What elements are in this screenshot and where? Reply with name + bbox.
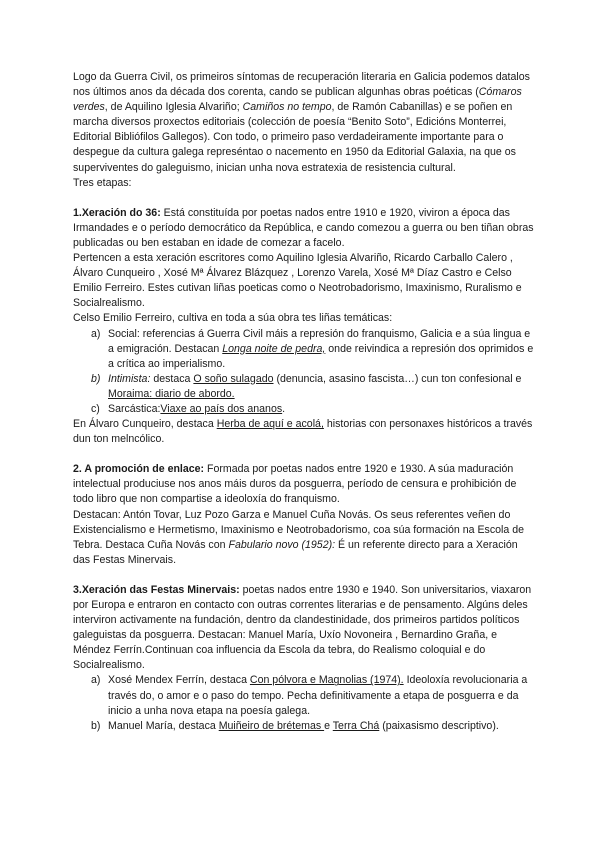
section-1-authors: Pertencen a esta xeración escritores como Aquilino Iglesia Alvariño, Ricardo Carballo Calero , Álvaro Cunqueiro , Xosé Mª Álvarez Blázquez , Lorenzo Varela, Xosé Mª Díaz Castro e Celso Emilio Ferreiro. Estes cutivan liñas poeticas como o Neotrobadorismo, Imaxinismo, Ruralismo e Socialrealismo. (73, 252, 522, 310)
work-title: Longa noite de pedra, (222, 342, 326, 355)
list-item: b) Manuel María, destaca Muiñeiro de brétemas e Terra Chá (paixasismo descriptivo). (73, 719, 535, 734)
list-item: a) Xosé Mendex Ferrín, destaca Con pólvora e Magnolias (1974). Ideoloxía revolucionaria a través do, o amor e o paso do tempo. Pecha definitivamente a etapa de posguerra e da inicio a unha nova etapa na poesía galega. (91, 674, 528, 717)
work-title: O soño sulagado (193, 372, 274, 385)
cunqueiro-paragraph: En Álvaro Cunqueiro, destaca Herba de aquí e acolá, historias con personaxes históricos a través dun ton melncólico. (73, 418, 533, 446)
work-title: Cómaros verdes (73, 86, 522, 114)
list-marker: a) (91, 327, 101, 340)
section-3-paragraph: 3.Xeración das Festas Minervais: poetas nados entre 1930 e 1940. Son universitarios, viaxaron por Europa e entraron en contacto con outras correntes literarias e de pensamento. Algúns deles interviron activamente na fundación, dentro da clandestinidade, dos primeiros partidos políticos galeguistas da posguerra. Destacan: Manuel María, Uxío Novoneira , Bernardino Graña, e Méndez Ferrín.Continuan coa influencia da Escola da tebra, do Realismo coloquial e do Socialrealismo. (73, 583, 532, 672)
section-3-heading: 3.Xeración das Festas Minervais: (73, 583, 240, 596)
section-2-authors: Destacan: Antón Tovar, Luz Pozo Garza e Manuel Cuña Novás. Os seus referentes veñen do Existencialismo e Hermetismo, Imaxinismo e Neotrobadorismo, coa súa formación na Escola de Tebra. Destaca Cuña Novás con Fabulario novo (1952): É un referente directo para a Xeración das Festas Minervais. (73, 508, 525, 566)
list-item: c) Sarcástica:Viaxe ao país dos ananos. (73, 402, 535, 417)
list-marker: b) (91, 372, 101, 385)
section-1-paragraph: 1.Xeración do 36: Está constituída por poetas nados entre 1910 e 1920, viviron a época das Irmandades e o período democrático da República, e cando comezou a guerra ou ben tiñan obras publicadas ou ben estaban en idade de comezar a facelo. (73, 206, 534, 249)
list-marker: b) (91, 719, 101, 732)
section-1-heading: 1.Xeración do 36: (73, 206, 161, 219)
work-title: Moraima: diario de abordo. (108, 387, 235, 400)
stages-label: Tres etapas: (73, 176, 132, 189)
work-title: Fabulario novo (1952): (228, 538, 339, 551)
list-item: a) Social: referencias á Guerra Civil máis a represión do franquismo, Galicia e a súa lingua e a emigración. Destacan Longa noite de pedra, onde reivindica a represión dos oprimidos e a crítica ao imperialismo. (91, 327, 534, 370)
list-item: b) Intimista: destaca O soño sulagado (denuncia, asasino fascista…) cun ton confesional e Moraima: diario de abordo. (91, 372, 522, 400)
work-title: Viaxe ao país dos ananos (160, 402, 283, 415)
work-title: Camiños no tempo (242, 101, 332, 114)
section-1-celso: Celso Emilio Ferreiro, cultiva en toda a súa obra tes liñas temáticas: (73, 312, 393, 325)
section-3-list (73, 673, 535, 733)
work-title: Muiñeiro de brétemas (218, 719, 325, 732)
theme-label: Intimista: (108, 372, 151, 385)
section-2-paragraph: 2. A promoción de enlace: Formada por poetas nados entre 1920 e 1930. A súa maduración intelectual produciuse nos anos máis duros da posguerra, período de censura e prohibición de todo libro que non compartise a ideoloxía do franquismo. (73, 463, 517, 506)
celso-themes-list (73, 327, 535, 418)
work-title: Herba de aquí e acolá, (216, 418, 324, 431)
intro-paragraph: Logo da Guerra Civil, os primeiros síntomas de recuperación literaria en Galicia podemos datalos nos últimos anos da década dos corenta, cando se publican algunhas obras poéticas (Cómaros verdes, de Aquilino Iglesia Alvariño; Camiños no tempo, de Ramón Cabanillas) e se poñen en marcha diversos proxectos editoriais (colección de poesía “Benito Soto”, Edicións Monterrei, Editorial Bibliófilos Gallegos). Con todo, o primeiro paso verdadeiramente importante para o despegue da cultura galega represéntao o nacemento en 1950 da Editorial Galaxia, na que os superviventes do galeguismo, inician unha nova estratexia de resistencia cultural. (73, 71, 530, 174)
section-2-heading: 2. A promoción de enlace: (73, 463, 205, 476)
work-title: Terra Chá (332, 719, 380, 732)
list-marker: a) (91, 674, 101, 687)
work-title: Con pólvora e Magnolias (1974). (249, 674, 404, 687)
list-marker: c) (91, 402, 100, 415)
document-body (73, 70, 535, 734)
